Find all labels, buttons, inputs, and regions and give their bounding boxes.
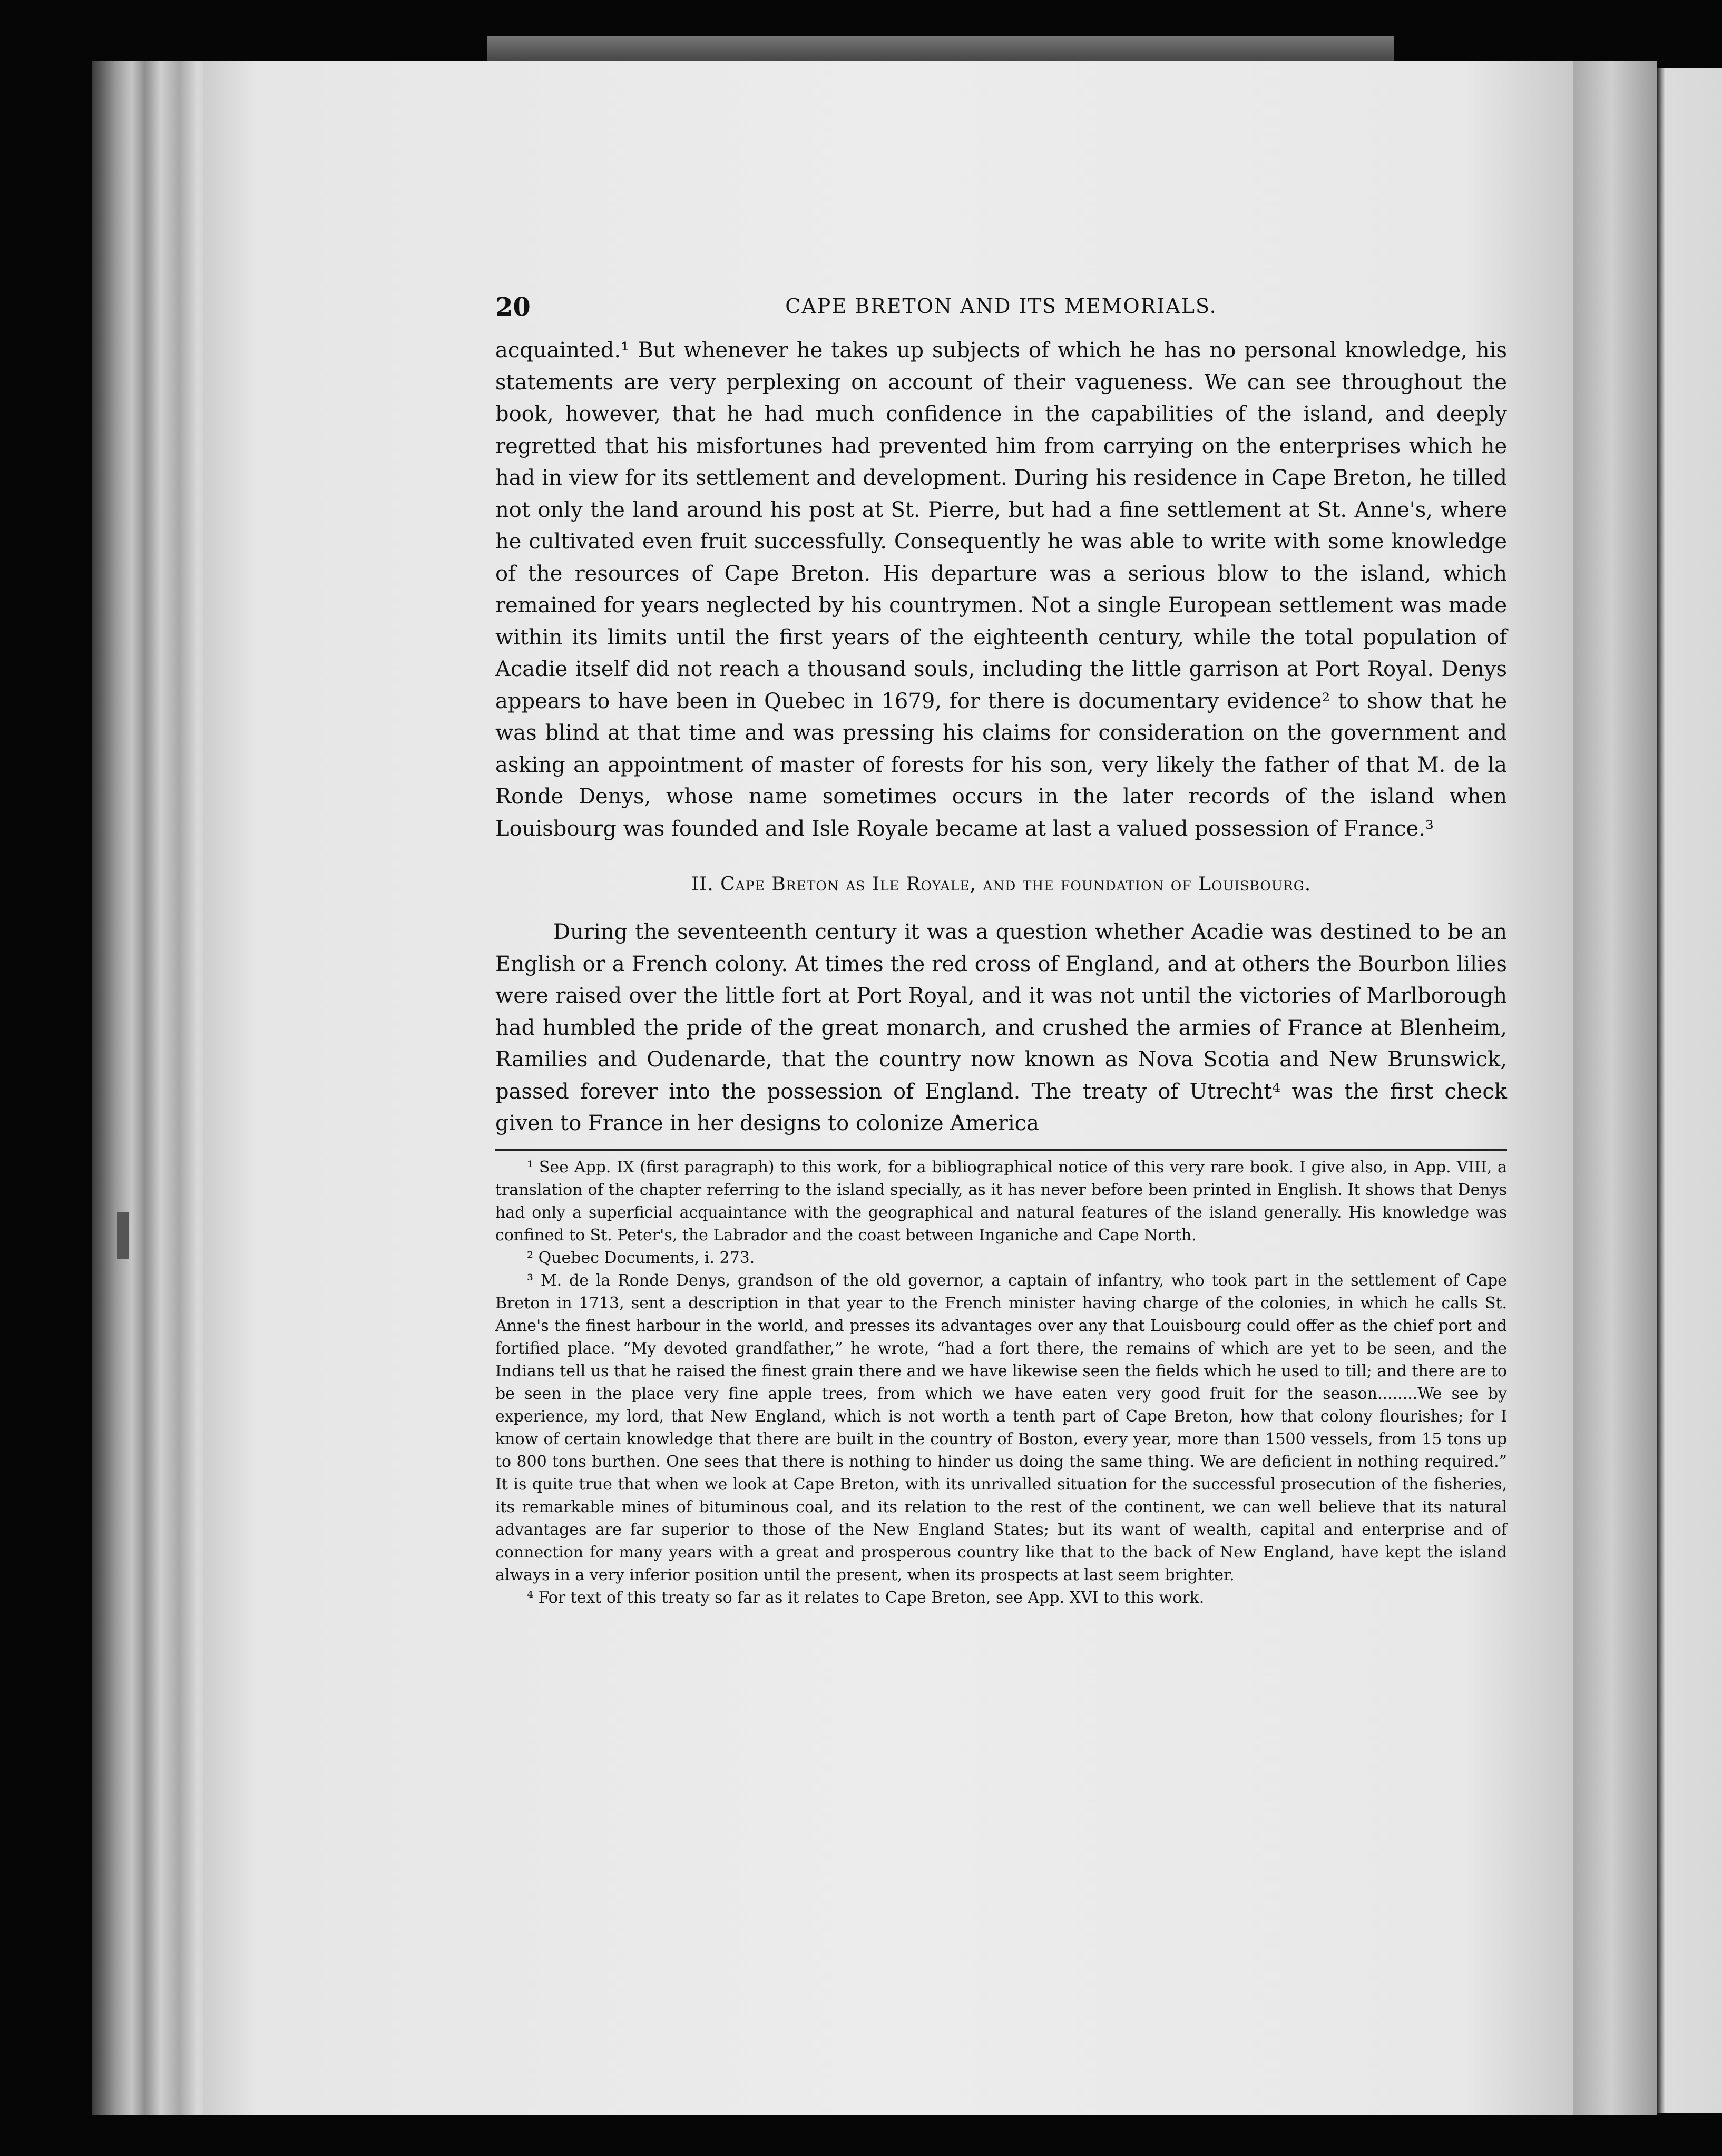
running-head	[495, 287, 1507, 335]
body-paragraph-1: acquainted.¹ But whenever he takes up subjects of which he has no personal knowledge, his statements are very perplexing on account of their vagueness. We can see throughout the book, however, that he had much confidence in the capabilities of the island, and deeply regretted that his misfortunes had prevented him from carrying on the enterprises which he had in view for its settlement and development. During his residence in Cape Breton, he tilled not only the land around his post at St. Pierre, but had a fine settlement at St. Anne's, where he cultivated even fruit successfully. Consequently he was able to write with some knowledge of the resources of Cape Breton. His departure was a serious blow to the island, which remained for years neglected by his countrymen. Not a single European settlement was made within its limits until the first years of the eighteenth century, while the total population of Acadie itself did not reach a thousand souls, including the little garrison at Port Royal. Denys appears to have been in Quebec in 1679, for there is documentary evidence² to show that he was blind at that time and was pressing his claims for consideration on the government and asking an appointment of master of forests for his son, very likely the father of that M. de la Ronde Denys, whose name sometimes occurs in the later records of the island when Louisbourg was founded and Isle Royale became at last a valued possession of France.³	[495, 338, 1507, 841]
body-paragraph-2: During the seventeenth century it was a question whether Acadie was destined to be an English or a French colony. At times the red cross of England, and at others the Bourbon lilies were raised over the little fort at Port Royal, and it was not until the victories of Marlborough had humbled the pride of the great monarch, and crushed the armies of France at Blenheim, Ramilies and Oudenarde, that the country now known as Nova Scotia and New Brunswick, passed forever into the possession of England. The treaty of Utrecht⁴ was the first check given to France in her designs to colonize America	[495, 920, 1507, 1135]
footnote-2: ² Quebec Documents, i. 273.	[527, 1248, 755, 1267]
binding-tab	[117, 1212, 129, 1259]
page-number: 20	[495, 292, 531, 322]
footnote-1: ¹ See App. IX (first paragraph) to this work, for a bibliographical notice of this very rare book. I give also, in App. VIII, a translation of the chapter referring to the island specially, as it has never before been printed in English. It shows that Denys had only a superficial acquaintance with the geographical and natural features of the island generally. His knowledge was confined to St. Peter's, the Labrador and the coast between Inganiche and Cape North.	[495, 1158, 1507, 1244]
footnotes	[495, 1149, 1507, 1609]
section-heading: II. Cape Breton as Ile Royale, and the foundation of Louisbourg.	[691, 874, 1312, 895]
running-title: CAPE BRETON AND ITS MEMORIALS.	[785, 295, 1217, 318]
footnote-3: ³ M. de la Ronde Denys, grandson of the old governor, a captain of infantry, who took part in the settlement of Cape Breton in 1713, sent a description in that year to the French minister having charge of the colonies, in which he calls St. Anne's the finest harbour in the world, and presses its advantages over any that Louisbourg could offer as the chief port and fortified place. “My devoted grandfather,” he wrote, “had a fort there, the remains of which are yet to be seen, and the Indians tell us that he raised the finest grain there and we have likewise seen the fields which he used to till; and there are to be seen in the place very fine apple trees, from which we have eaten very good fruit for the season........We see by experience, my lord, that New England, which is not worth a tenth part of Cape Breton, how that colony flourishes; for I know of certain knowledge that there are built in the country of Boston, every year, more than 1500 vessels, from 15 tons up to 800 tons burthen. One sees that there is nothing to hinder us doing the same thing. We are deficient in nothing required.” It is quite true that when we look at Cape Breton, with its unrivalled situation for the successful prosecution of the fisheries, its remarkable mines of bituminous coal, and its relation to the rest of the continent, we can well believe that its natural advantages are far superior to those of the New England States; but its want of wealth, capital and enterprise and of connection for many years with a great and prosperous country like that to the back of New England, have kept the island always in a very inferior position until the present, when its prospects at last seem brighter.	[495, 1271, 1507, 1584]
footnote-4: ⁴ For text of this treaty so far as it relates to Cape Breton, see App. XVI to this work.	[527, 1588, 1205, 1607]
scanner-top-strip	[487, 36, 1394, 62]
facing-page-edge	[1657, 68, 1722, 2113]
page-text-block	[495, 287, 1507, 1609]
book-page-edges-right	[1573, 61, 1657, 2115]
